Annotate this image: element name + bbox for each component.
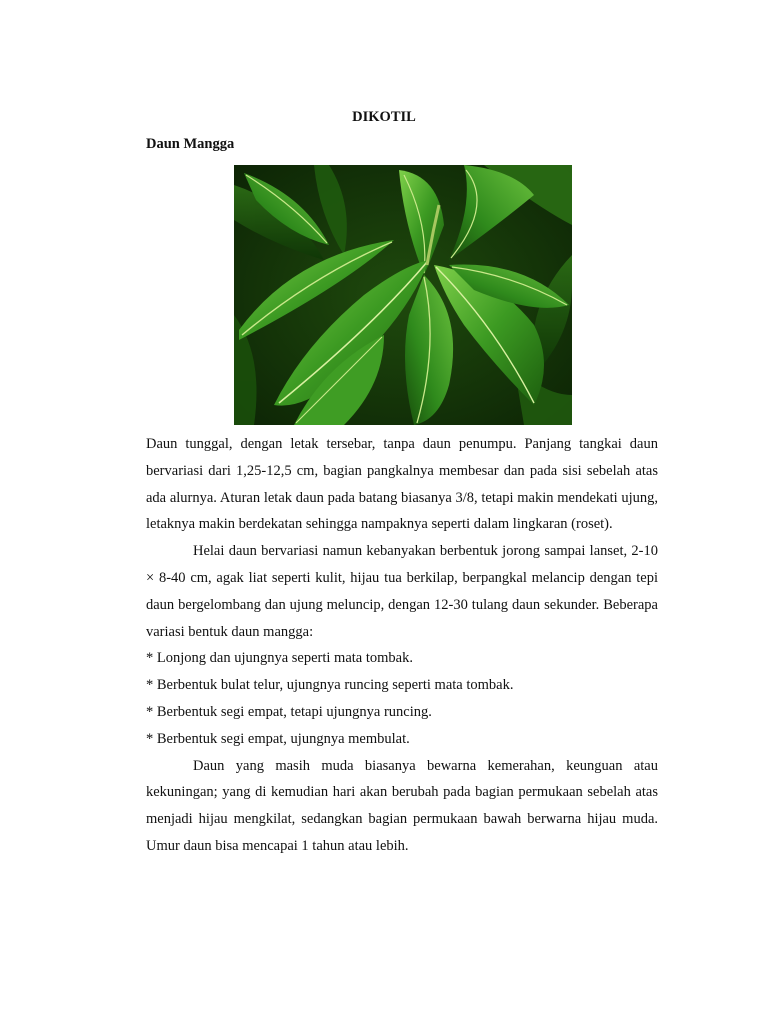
- paragraph: Helai daun bervariasi namun kebanyakan berbentuk jorong sampai lanset, 2-10 × 8-40 cm, agak liat seperti kulit, hijau tua berkilap, berpangkal melancip dengan tepi daun bergelombang dan ujung meluncip, dengan 12-30 tulang daun sekunder. Beberapa variasi bentuk daun mangga:: [146, 543, 658, 640]
- mango-leaves-photo: [234, 165, 572, 425]
- section-heading: Daun Mangga: [146, 136, 235, 152]
- list-item: * Berbentuk segi empat, tetapi ujungnya runcing.: [146, 703, 432, 720]
- paragraph: Daun yang masih muda biasanya bewarna kemerahan, keunguan atau kekuningan; yang di kemudian hari akan berubah pada bagian permukaan sebelah atas menjadi hijau mengkilat, sedangkan bagian permukaan bawah berwarna hijau muda. Umur daun bisa mencapai 1 tahun atau lebih.: [146, 757, 658, 854]
- paragraph: Daun tunggal, dengan letak tersebar, tanpa daun penumpu. Panjang tangkai daun bervariasi dari 1,25-12,5 cm, bagian pangkalnya membesar dan pada sisi sebelah atas ada alurnya. Aturan letak daun pada batang biasanya 3/8, tetapi makin mendekati ujung, letaknya makin berdekatan sehingga nampaknya seperti dalam lingkaran (roset).: [146, 436, 658, 533]
- list-item: * Berbentuk bulat telur, ujungnya runcing seperti mata tombak.: [146, 677, 514, 694]
- body-text: [146, 431, 658, 860]
- page-title: DIKOTIL: [352, 109, 416, 125]
- list-item: * Berbentuk segi empat, ujungnya membulat.: [146, 730, 410, 747]
- list-item: * Lonjong dan ujungnya seperti mata tombak.: [146, 650, 413, 667]
